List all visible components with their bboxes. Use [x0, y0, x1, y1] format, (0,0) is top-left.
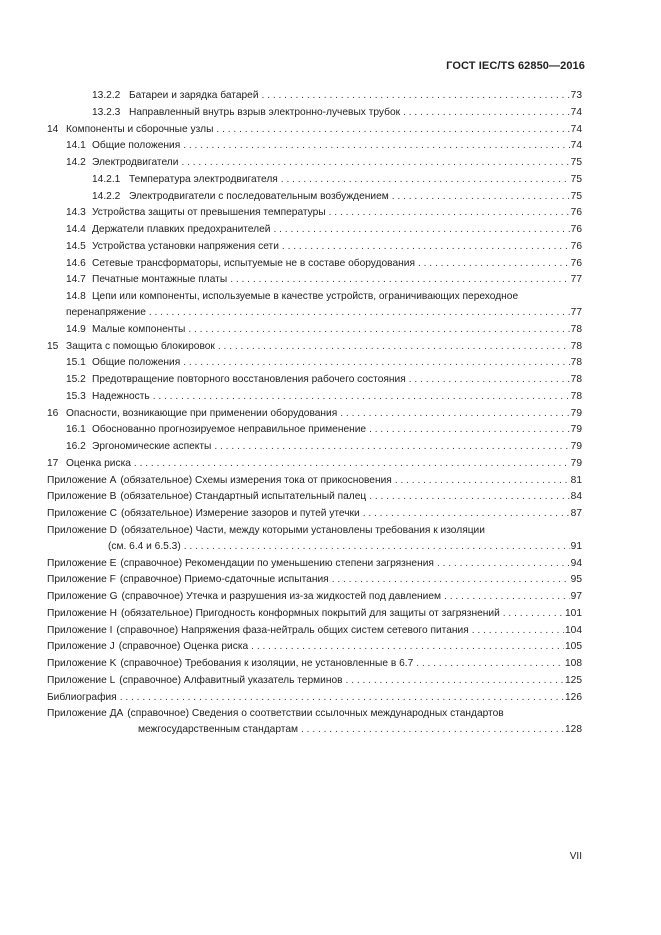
toc-entry-number: Приложение ДА — [47, 708, 124, 720]
toc-entry-number: 15.3 — [66, 390, 86, 402]
toc-entry-page: 76 — [570, 240, 582, 252]
toc-entry-page: 79 — [570, 441, 582, 452]
toc-entry[interactable] — [0, 356, 582, 369]
toc-entry[interactable] — [0, 440, 582, 453]
toc-leader-dots — [218, 340, 570, 353]
toc-entry[interactable] — [0, 206, 582, 219]
toc-entry-number: Приложение F — [47, 574, 116, 586]
toc-entry-page: 101 — [565, 607, 582, 619]
toc-entry-page: 79 — [570, 407, 582, 419]
toc-entry-title: Устройства установки напряжения сети — [92, 240, 279, 252]
toc-entry-page: 104 — [565, 624, 582, 636]
toc-leader-dots — [120, 691, 564, 704]
toc-entry-title: (справочное) Рекомендации по уменьшению степени загрязнения — [120, 557, 434, 569]
toc-leader-dots — [183, 356, 569, 369]
toc-leader-dots — [230, 273, 569, 286]
toc-leader-dots — [363, 507, 570, 520]
toc-entry-title: Оценка риска — [66, 457, 131, 469]
toc-entry-title-continued: (см. 6.4 и 6.5.3) — [108, 540, 181, 552]
toc-leader-dots — [444, 590, 570, 603]
toc-entry[interactable] — [0, 657, 582, 670]
toc-entry-number: 14.2.2 — [92, 190, 121, 202]
page-number: VII — [569, 851, 582, 862]
toc-entry[interactable] — [0, 106, 582, 119]
toc-leader-dots — [181, 156, 569, 169]
toc-entry[interactable] — [0, 390, 582, 403]
toc-entry-page: 76 — [570, 224, 582, 235]
toc-entry-number: 16.2 — [66, 441, 86, 452]
toc-entry-number: 15.1 — [66, 357, 86, 369]
toc-entry-page: 97 — [570, 591, 582, 602]
toc-entry[interactable] — [0, 173, 582, 186]
toc-entry-title: Обоснованно прогнозируемое неправильное применение — [92, 424, 367, 436]
toc-entry-page: 79 — [570, 457, 582, 469]
toc-entry-page: 78 — [570, 390, 582, 402]
toc-entry-title: Цепи или компоненты, используемые в качестве устройств, ограничивающих переходное — [92, 291, 519, 302]
toc-leader-dots — [409, 373, 570, 386]
toc-entry-number: 14.9 — [66, 323, 86, 335]
toc-entry-title-continued: перенапряжение — [66, 307, 146, 318]
toc-entry-title: Направленный внутрь взрыв электронно-лучевых трубок — [129, 106, 401, 118]
toc-entry-title: Электродвигатели — [92, 157, 179, 168]
toc-leader-dots — [503, 607, 564, 620]
toc-entry-continuation — [66, 306, 582, 319]
toc-entry-number: Приложение B — [47, 491, 117, 503]
toc-entry-number: Приложение J — [47, 641, 115, 653]
toc-entry-title: Общие положения — [92, 357, 181, 369]
toc-entry[interactable] — [0, 139, 582, 152]
toc-entry-title: (обязательное) Схемы измерения тока от прикосновения — [120, 474, 392, 486]
toc-entry-page: 75 — [570, 157, 582, 168]
toc-leader-dots — [301, 723, 564, 736]
toc-entry-number: 16 — [47, 407, 59, 419]
toc-entry-number: Приложение G — [47, 591, 118, 602]
toc-entry[interactable] — [0, 457, 582, 470]
toc-entry-title: Общие положения — [92, 140, 181, 152]
toc-leader-dots — [214, 440, 569, 453]
toc-entry-title: (справочное) Алфавитный указатель терминов — [119, 674, 343, 686]
toc-leader-dots — [346, 674, 564, 687]
toc-entry-number: 13.2.3 — [92, 106, 121, 118]
toc-entry-number: 14.7 — [66, 274, 86, 286]
toc-entry-title-continued: межгосударственным стандартам — [138, 724, 298, 736]
toc-entry-line — [47, 707, 582, 720]
toc-entry-title: Опасности, возникающие при применении оборудования — [66, 407, 338, 419]
toc-entry[interactable] — [0, 674, 582, 687]
toc-leader-dots — [403, 106, 570, 119]
toc-leader-dots — [392, 190, 570, 203]
toc-entry[interactable] — [0, 590, 582, 603]
toc-entry[interactable] — [0, 707, 582, 736]
toc-entry[interactable] — [0, 524, 582, 553]
toc-entry-title: (справочное) Приемо-сдаточные испытания — [119, 574, 329, 586]
toc-leader-dots — [369, 423, 570, 436]
toc-entry-page: 81 — [570, 474, 582, 486]
toc-leader-dots — [395, 474, 570, 487]
toc-entry-page: 87 — [570, 508, 582, 519]
toc-leader-dots — [216, 123, 569, 136]
toc-entry-page: 91 — [570, 540, 582, 552]
toc-entry-number: Приложение H — [47, 607, 117, 619]
table-of-contents — [0, 89, 661, 740]
toc-entry-page: 78 — [570, 323, 582, 335]
toc-entry-page: 79 — [570, 424, 582, 436]
toc-entry-number: 14.3 — [66, 207, 86, 219]
toc-entry[interactable] — [0, 373, 582, 386]
toc-entry-title: (обязательное) Части, между которыми установлены требования к изоляции — [120, 524, 485, 536]
toc-entry-number: 15.2 — [66, 374, 86, 385]
toc-entry[interactable] — [0, 624, 582, 637]
toc-leader-dots — [153, 390, 570, 403]
toc-entry[interactable] — [0, 323, 582, 336]
toc-entry[interactable] — [0, 423, 582, 436]
toc-entry-title: Держатели плавких предохранителей — [92, 224, 271, 235]
toc-entry[interactable] — [0, 240, 582, 253]
toc-entry[interactable] — [0, 573, 582, 586]
toc-entry-line — [66, 290, 582, 303]
toc-entry-number: Приложение I — [47, 624, 113, 636]
toc-entry[interactable] — [0, 407, 582, 420]
toc-entry-number: 17 — [47, 457, 59, 469]
toc-entry-number: 15 — [47, 340, 59, 352]
toc-entry[interactable] — [0, 190, 582, 203]
toc-entry[interactable] — [0, 123, 582, 136]
toc-entry-title: Устройства защиты от превышения температуры — [92, 207, 326, 219]
toc-entry-title: Надежность — [92, 390, 150, 402]
toc-entry-page: 75 — [570, 173, 582, 185]
toc-leader-dots — [262, 89, 570, 102]
toc-entry-page: 78 — [570, 374, 582, 385]
toc-leader-dots — [329, 206, 570, 219]
toc-entry-number: Приложение L — [47, 674, 116, 686]
toc-entry-page: 74 — [570, 106, 582, 118]
toc-entry-number: 14.5 — [66, 240, 86, 252]
toc-entry-number: 14.2.1 — [92, 173, 121, 185]
toc-leader-dots — [281, 173, 570, 186]
toc-entry-number: 14.6 — [66, 257, 86, 269]
toc-leader-dots — [149, 306, 570, 319]
toc-entry-page: 76 — [570, 257, 582, 269]
toc-entry-number: Приложение E — [47, 557, 117, 569]
toc-entry-number: Приложение D — [47, 524, 117, 536]
toc-entry-title: (справочное) Напряжения фаза-нейтраль общих систем сетевого питания — [116, 624, 469, 636]
toc-entry[interactable] — [0, 691, 582, 704]
toc-entry-title: Электродвигатели с последовательным возбуждением — [129, 190, 389, 202]
toc-entry-number: Приложение C — [47, 508, 117, 519]
toc-entry[interactable] — [0, 340, 582, 353]
toc-entry-page: 84 — [570, 491, 582, 503]
toc-entry-continuation — [47, 723, 582, 736]
toc-entry-title: Сетевые трансформаторы, испытуемые не в составе оборудования — [92, 257, 415, 269]
toc-entry-page: 73 — [570, 90, 582, 101]
toc-entry-page: 77 — [570, 274, 582, 286]
toc-leader-dots — [418, 257, 570, 270]
toc-entry-number: 16.1 — [66, 424, 86, 436]
toc-entry-title: Эргономические аспекты — [92, 441, 212, 452]
toc-entry[interactable] — [0, 490, 582, 503]
toc-leader-dots — [183, 139, 569, 152]
toc-entry-page: 126 — [565, 691, 582, 703]
toc-entry[interactable] — [0, 290, 582, 319]
toc-entry-page: 78 — [570, 340, 582, 352]
toc-leader-dots — [184, 540, 570, 553]
toc-entry-line — [47, 524, 582, 537]
toc-entry-number: 14 — [47, 123, 59, 135]
toc-entry-title: (обязательное) Пригодность конформных покрытий для защиты от загрязнений — [120, 607, 500, 619]
toc-entry-page: 74 — [570, 123, 582, 135]
toc-entry-page: 78 — [570, 357, 582, 369]
toc-entry-continuation — [47, 540, 582, 553]
toc-entry[interactable] — [0, 640, 582, 653]
toc-entry-title: Библиография — [47, 691, 117, 703]
toc-entry-number: 13.2.2 — [92, 90, 121, 101]
toc-entry-title: Печатные монтажные платы — [92, 274, 228, 286]
toc-entry[interactable] — [0, 607, 582, 620]
toc-entry-number: 14.8 — [66, 291, 86, 302]
toc-entry-page: 125 — [565, 674, 582, 686]
toc-entry[interactable] — [0, 257, 582, 270]
document-code: ГОСТ IEC/TS 62850—2016 — [446, 60, 585, 72]
toc-entry-title: (справочное) Сведения о соответствии ссылочных международных стандартов — [127, 708, 504, 720]
toc-entry-title: Предотвращение повторного восстановления рабочего состояния — [92, 374, 406, 385]
toc-entry[interactable] — [0, 507, 582, 520]
toc-entry-title: (обязательное) Стандартный испытательный палец — [120, 491, 367, 503]
toc-entry-page: 94 — [570, 557, 582, 569]
toc-entry[interactable] — [0, 89, 582, 102]
toc-entry[interactable] — [0, 557, 582, 570]
toc-entry[interactable] — [0, 156, 582, 169]
toc-leader-dots — [251, 640, 564, 653]
toc-leader-dots — [437, 557, 570, 570]
toc-entry-title: Батареи и зарядка батарей — [129, 90, 259, 101]
toc-leader-dots — [188, 323, 569, 336]
toc-entry-page: 95 — [570, 574, 582, 586]
toc-entry-number: 14.4 — [66, 224, 86, 235]
toc-entry-title: Компоненты и сборочные узлы — [66, 123, 214, 135]
toc-entry-page: 74 — [570, 140, 582, 152]
toc-entry-number: Приложение A — [47, 474, 117, 486]
toc-entry[interactable] — [0, 474, 582, 487]
toc-entry[interactable] — [0, 273, 582, 286]
toc-entry-page: 108 — [565, 658, 582, 669]
toc-entry-page: 75 — [570, 190, 582, 202]
toc-entry-number: 14.1 — [66, 140, 86, 152]
toc-leader-dots — [416, 657, 564, 670]
toc-entry-title: (справочное) Утечка и разрушения из-за жидкостей под давлением — [121, 591, 442, 602]
toc-entry-page: 77 — [570, 307, 582, 318]
toc-entry-page: 76 — [570, 207, 582, 219]
toc-leader-dots — [340, 407, 569, 420]
toc-leader-dots — [273, 223, 569, 236]
toc-leader-dots — [134, 457, 570, 470]
toc-leader-dots — [369, 490, 569, 503]
toc-entry-title: Малые компоненты — [92, 323, 186, 335]
toc-entry-title: Температура электродвигателя — [129, 173, 278, 185]
toc-leader-dots — [282, 240, 570, 253]
toc-entry-title: Защита с помощью блокировок — [66, 340, 215, 352]
toc-entry-number: 14.2 — [66, 157, 86, 168]
toc-entry[interactable] — [0, 223, 582, 236]
toc-entry-page: 128 — [565, 724, 582, 736]
toc-leader-dots — [472, 624, 564, 637]
toc-entry-page: 105 — [565, 641, 582, 653]
toc-entry-title: (справочное) Требования к изоляции, не установленные в 6.7 — [120, 658, 414, 669]
toc-entry-title: (справочное) Оценка риска — [118, 641, 249, 653]
toc-entry-number: Приложение K — [47, 658, 117, 669]
toc-entry-title: (обязательное) Измерение зазоров и путей утечки — [120, 508, 360, 519]
toc-leader-dots — [332, 573, 570, 586]
